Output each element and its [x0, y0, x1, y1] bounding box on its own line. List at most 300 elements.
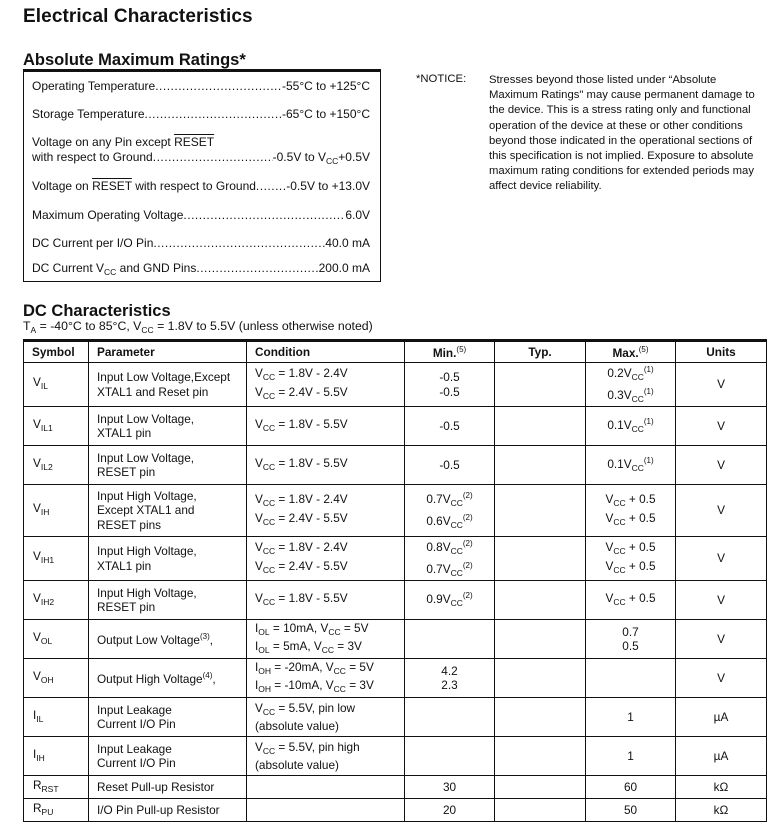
subscript: CC	[262, 390, 276, 401]
max-value: $V_{CC} + 0.5$	[605, 510, 656, 527]
amr-value: -0.5V to +13.0V	[286, 179, 370, 193]
note-ref: (1)	[643, 456, 654, 466]
max-value: 0.7	[622, 624, 639, 639]
parameter-line: Output High Voltage$^{(4)}$,	[97, 671, 216, 687]
symbol-text: $V_{IL1}$	[33, 416, 53, 433]
cell-max	[586, 446, 676, 485]
cell-condition	[247, 737, 405, 776]
cell-parameter	[89, 363, 247, 407]
dc-title: DC Characteristics	[23, 302, 171, 320]
cell-max	[586, 537, 676, 581]
condition-line: (absolute value)	[255, 719, 339, 733]
parameter-line: Input Low Voltage,	[97, 411, 195, 426]
max-value: 0.5	[622, 639, 639, 653]
subscript: OL	[40, 635, 53, 646]
parameter-line: XTAL1 pin	[97, 426, 152, 440]
subscript: CC	[631, 372, 644, 382]
cell-condition	[247, 363, 405, 407]
table-row	[24, 407, 767, 446]
condition-line: $V_{CC} = 1.8V - 5.5V$	[255, 590, 348, 607]
cell-min	[405, 407, 495, 446]
cell-max	[586, 776, 676, 799]
subscript: CC	[262, 745, 276, 756]
parameter-line: RESET pin	[97, 600, 156, 614]
condition-line: $I_{OL} = 5mA$, $V_{CC} = 3V$	[255, 639, 362, 655]
table-body	[24, 363, 767, 822]
condition-line: (absolute value)	[255, 758, 339, 772]
cell-typ	[495, 363, 586, 407]
cell-units	[676, 485, 767, 537]
cell-max	[586, 799, 676, 822]
cell-condition	[247, 407, 405, 446]
min-value: -0.5	[439, 384, 460, 399]
cell-parameter	[89, 799, 247, 822]
leader-dots	[155, 79, 282, 94]
cell-units	[676, 776, 767, 799]
min-value: 20	[442, 802, 457, 817]
cell-symbol	[24, 620, 89, 659]
symbol-text: $I_{IL}$	[33, 707, 44, 724]
condition-line: $V_{CC} = 1.8V - 2.4V$	[255, 540, 348, 556]
note-ref: (2)	[462, 491, 473, 500]
subscript: CC	[262, 706, 276, 717]
condition-line: $V_{CC} = 5.5V$, pin low	[255, 700, 356, 717]
subscript: CC	[333, 684, 346, 694]
leader-dots	[145, 107, 283, 122]
cell-max	[586, 659, 676, 698]
cell-symbol	[24, 799, 89, 822]
cell-parameter	[89, 698, 247, 737]
page-title: Electrical Characteristics	[23, 6, 253, 27]
cell-units	[676, 620, 767, 659]
cell-min	[405, 799, 495, 822]
cell-units	[676, 446, 767, 485]
max-value: $0.2V_{CC}^{(1)}$	[607, 365, 654, 382]
cell-max	[586, 485, 676, 537]
units-value: V	[717, 631, 725, 646]
amr-label	[32, 261, 196, 280]
amr-label: DC Current per I/O Pin	[32, 236, 154, 250]
subtitle-part: = -40°C to 85°C, V	[36, 319, 142, 333]
parameter-line: XTAL1 and Reset pin	[97, 384, 209, 399]
amr-value	[273, 150, 370, 169]
cell-condition	[247, 581, 405, 620]
cell-units	[676, 659, 767, 698]
units-value: µA	[713, 709, 729, 724]
table-row	[24, 776, 767, 799]
amr-label: Maximum Operating Voltage	[32, 208, 184, 222]
note-ref: (2)	[462, 539, 473, 548]
max-value: 1	[627, 709, 634, 724]
cell-condition	[247, 698, 405, 737]
amr-value: 6.0V	[345, 208, 370, 222]
amr-label-text: Voltage on	[32, 179, 89, 193]
cell-units	[676, 407, 767, 446]
min-value: $0.9V_{CC}^{(2)}$	[426, 591, 473, 609]
dc-subtitle	[23, 319, 373, 335]
symbol-text: $V_{IL2}$	[33, 455, 53, 472]
table-row	[24, 485, 767, 537]
cell-parameter	[89, 776, 247, 799]
cell-typ	[495, 659, 586, 698]
parameter-line: Current I/O Pin	[97, 717, 176, 731]
leader-dots	[196, 261, 318, 276]
subscript: CC	[262, 422, 276, 433]
symbol-text: $R_{PU}$	[33, 800, 54, 817]
header-min	[405, 341, 495, 363]
symbol-text: $V_{OL}$	[33, 629, 53, 646]
max-value: 1	[627, 748, 634, 763]
max-value: $0.3V_{CC}^{(1)}$	[607, 386, 654, 404]
note-ref: (1)	[643, 386, 654, 396]
cell-symbol	[24, 407, 89, 446]
notice-text: Stresses beyond those listed under “Absolute Maximum Ratings" may cause permanent damage to the device. This is a stress rating only and functional operation of the device at these or other conditions beyond those indicated in the operational sections of this specification is not implied. Exposure to absolute maximum rating conditions for extended periods may affect device reliability.	[489, 74, 755, 193]
subscript: CC	[613, 596, 626, 607]
reset-overline: RESET	[174, 135, 215, 149]
label-sub: CC	[104, 267, 117, 277]
cell-min	[405, 446, 495, 485]
subscript: RST	[41, 783, 59, 794]
cell-typ	[495, 620, 586, 659]
amr-label: Operating Temperature	[32, 79, 156, 93]
amr-label-text: and GND Pins	[116, 261, 197, 275]
leader-dots	[153, 236, 325, 251]
table-row	[24, 446, 767, 485]
note-ref: (4)	[202, 671, 213, 681]
units-value: V	[717, 670, 725, 685]
min-value: 2.3	[441, 678, 458, 692]
cell-condition	[247, 537, 405, 581]
cell-symbol	[24, 698, 89, 737]
cell-parameter	[89, 620, 247, 659]
symbol-text: $R_{RST}$	[33, 777, 59, 794]
min-value: $0.7V_{CC}^{(2)}$	[426, 560, 473, 578]
min-value: $0.6V_{CC}^{(2)}$	[426, 512, 473, 530]
absolute-max-box	[23, 69, 381, 282]
subscript: CC	[631, 463, 644, 474]
absolute-max-title: Absolute Maximum Ratings*	[23, 51, 246, 69]
amr-label-text: with respect to Ground	[131, 179, 256, 193]
cell-parameter	[89, 737, 247, 776]
subscript: OH	[258, 665, 272, 676]
units-value: µA	[713, 748, 729, 763]
symbol-text: $V_{IL}$	[33, 375, 48, 392]
leader-dots	[256, 179, 286, 194]
amr-label	[32, 179, 256, 194]
table-row	[24, 698, 767, 737]
parameter-line: Input High Voltage,	[97, 585, 197, 600]
condition-line: $V_{CC} = 2.4V - 5.5V$	[255, 510, 348, 527]
cell-max	[586, 698, 676, 737]
parameter-line: Output Low Voltage$^{(3)}$,	[97, 632, 214, 648]
max-value: $V_{CC} + 0.5$	[605, 590, 656, 607]
cell-parameter	[89, 407, 247, 446]
table-row	[24, 737, 767, 776]
amr-row-storage-temp	[32, 107, 370, 122]
cell-condition	[247, 446, 405, 485]
header-typ: Typ.	[495, 341, 586, 363]
amr-row-pin-voltage-line1	[32, 135, 370, 150]
cell-typ	[495, 698, 586, 737]
subscript: OL	[258, 645, 270, 655]
cell-parameter	[89, 581, 247, 620]
subscript: IH	[36, 752, 45, 763]
cell-units	[676, 537, 767, 581]
subscript: CC	[333, 665, 346, 676]
cell-max	[586, 581, 676, 620]
subscript: CC	[262, 546, 276, 556]
cell-typ	[495, 485, 586, 537]
units-value: V	[717, 418, 725, 433]
cell-max	[586, 407, 676, 446]
header-max-note: (5)	[638, 345, 649, 355]
min-value: $0.8V_{CC}^{(2)}$	[426, 539, 473, 556]
leader-dots	[183, 208, 345, 223]
cell-symbol	[24, 363, 89, 407]
condition-line: $V_{CC} = 2.4V - 5.5V$	[255, 558, 348, 575]
cell-typ	[495, 581, 586, 620]
cell-parameter	[89, 659, 247, 698]
condition-line: $V_{CC} = 5.5V$, pin high	[255, 739, 360, 756]
header-max-label: Max.	[612, 346, 639, 361]
amr-value: 40.0 mA	[325, 236, 370, 250]
subscript: IL	[36, 713, 44, 724]
cell-min	[405, 698, 495, 737]
note-ref: (3)	[199, 632, 210, 642]
subscript: CC	[321, 645, 335, 655]
header-units: Units	[676, 341, 767, 363]
symbol-text: $V_{IH}$	[33, 501, 50, 518]
units-value: kΩ	[713, 802, 729, 817]
amr-row-max-voltage	[32, 208, 370, 223]
notice-label: *NOTICE:	[416, 73, 467, 85]
amr-value: 200.0 mA	[318, 261, 370, 275]
subscript: IL	[40, 381, 48, 392]
parameter-line: Input Low Voltage,	[97, 450, 195, 465]
max-value: $V_{CC} + 0.5$	[605, 492, 656, 508]
subscript: PU	[41, 806, 54, 817]
amr-label: with respect to Ground	[32, 150, 153, 164]
cell-min	[405, 737, 495, 776]
cell-condition	[247, 620, 405, 659]
max-value: $V_{CC} + 0.5$	[605, 558, 656, 575]
table-row	[24, 659, 767, 698]
header-min-note: (5)	[456, 345, 467, 355]
value-part: +0.5V	[338, 150, 370, 164]
header-condition: Condition	[247, 341, 405, 363]
subscript: IL2	[40, 461, 53, 472]
reset-overline: RESET	[92, 179, 132, 193]
subscript: CC	[450, 546, 463, 556]
min-value: 30	[442, 779, 457, 794]
table-row	[24, 537, 767, 581]
condition-line: $I_{OH} = -10mA$, $V_{CC} = 3V$	[255, 678, 374, 694]
amr-row-pin-voltage	[32, 150, 370, 169]
units-value: V	[717, 377, 725, 392]
units-value: V	[717, 503, 725, 518]
subscript: IH1	[40, 555, 55, 566]
subscript: IH2	[40, 596, 55, 607]
min-value: -0.5	[439, 370, 460, 384]
cell-symbol	[24, 537, 89, 581]
condition-line: $V_{CC} = 2.4V - 5.5V$	[255, 384, 348, 401]
units-value: kΩ	[713, 779, 729, 794]
parameter-line: Current I/O Pin	[97, 756, 176, 770]
cell-parameter	[89, 446, 247, 485]
amr-row-io-current	[32, 236, 370, 251]
cell-min	[405, 537, 495, 581]
parameter-line: RESET pin	[97, 465, 156, 479]
condition-line: $V_{CC} = 1.8V - 2.4V$	[255, 492, 348, 508]
subscript: CC	[262, 498, 276, 508]
cell-typ	[495, 537, 586, 581]
cell-units	[676, 698, 767, 737]
cell-condition	[247, 659, 405, 698]
min-value: -0.5	[439, 418, 460, 433]
cell-max	[586, 620, 676, 659]
dc-characteristics-table	[23, 339, 767, 822]
cell-condition	[247, 485, 405, 537]
cell-min	[405, 620, 495, 659]
subscript: OL	[258, 626, 270, 637]
cell-min	[405, 363, 495, 407]
note-ref: (1)	[643, 365, 654, 374]
parameter-line: Except XTAL1 and	[97, 503, 195, 518]
table-row	[24, 799, 767, 822]
subscript: CC	[613, 498, 626, 508]
parameter-line: Input Leakage	[97, 741, 172, 756]
amr-label	[32, 135, 214, 150]
header-symbol: Symbol	[24, 341, 89, 363]
subtitle-sub: A	[30, 325, 37, 335]
leader-dots	[153, 150, 273, 165]
units-value: V	[717, 551, 725, 566]
cell-units	[676, 737, 767, 776]
cell-condition	[247, 799, 405, 822]
subtitle-part: T	[23, 319, 31, 333]
note-ref: (2)	[462, 512, 473, 522]
note-ref: (2)	[462, 591, 473, 601]
subscript: CC	[450, 519, 463, 530]
value-part: -0.5V to V	[272, 150, 327, 164]
cell-min	[405, 776, 495, 799]
condition-line: $V_{CC} = 1.8V - 5.5V$	[255, 416, 348, 433]
min-value: -0.5	[439, 457, 460, 472]
table-header-row	[24, 341, 767, 363]
table-row	[24, 620, 767, 659]
header-max	[586, 341, 676, 363]
subscript: CC	[262, 461, 276, 472]
amr-row-vcc-gnd-current	[32, 261, 370, 280]
condition-line: $V_{CC} = 1.8V - 5.5V$	[255, 455, 348, 472]
units-value: V	[717, 457, 725, 472]
subscript: CC	[631, 393, 644, 404]
amr-row-operating-temp	[32, 79, 370, 94]
subtitle-part: = 1.8V to 5.5V (unless otherwise noted)	[153, 319, 373, 333]
subscript: CC	[328, 626, 341, 637]
subscript: CC	[262, 596, 276, 607]
amr-value: -55°C to +125°C	[282, 79, 370, 93]
condition-line: $V_{CC} = 1.8V - 2.4V$	[255, 366, 348, 382]
cell-typ	[495, 799, 586, 822]
subscript: IH	[40, 507, 50, 518]
subscript: CC	[450, 498, 463, 508]
cell-typ	[495, 407, 586, 446]
cell-units	[676, 799, 767, 822]
subscript: CC	[631, 424, 644, 435]
parameter-line: I/O Pin Pull-up Resistor	[97, 802, 220, 817]
table-row	[24, 581, 767, 620]
subscript: OH	[258, 684, 272, 694]
cell-max	[586, 363, 676, 407]
parameter-line: XTAL1 pin	[97, 558, 152, 573]
max-value: $0.1V_{CC}^{(1)}$	[607, 417, 654, 435]
subscript: CC	[262, 372, 276, 382]
cell-symbol	[24, 776, 89, 799]
symbol-text: $V_{OH}$	[33, 668, 54, 685]
header-parameter: Parameter	[89, 341, 247, 363]
symbol-text: $I_{IH}$	[33, 746, 45, 763]
subscript: CC	[262, 564, 276, 575]
min-value: $0.7V_{CC}^{(2)}$	[426, 491, 473, 508]
amr-label-text: DC Current V	[32, 261, 105, 275]
parameter-line: Input High Voltage,	[97, 488, 197, 503]
cell-units	[676, 581, 767, 620]
units-value: V	[717, 592, 725, 607]
cell-typ	[495, 737, 586, 776]
subscript: CC	[450, 567, 463, 578]
parameter-line: Input High Voltage,	[97, 544, 197, 558]
value-sub: CC	[326, 156, 339, 166]
condition-line: $I_{OL} = 10mA$, $V_{CC} = 5V$	[255, 620, 369, 637]
subscript: CC	[450, 598, 463, 609]
subscript: IL1	[40, 422, 53, 433]
max-value: 60	[623, 779, 638, 794]
cell-parameter	[89, 485, 247, 537]
amr-label: Storage Temperature	[32, 107, 145, 121]
cell-symbol	[24, 446, 89, 485]
cell-symbol	[24, 737, 89, 776]
cell-symbol	[24, 659, 89, 698]
subscript: OH	[40, 674, 54, 685]
cell-units	[676, 363, 767, 407]
cell-parameter	[89, 537, 247, 581]
symbol-text: $V_{IH2}$	[33, 590, 55, 607]
amr-row-reset-voltage	[32, 179, 370, 194]
condition-line: $I_{OH} = -20mA$, $V_{CC} = 5V$	[255, 659, 374, 676]
parameter-line: Input Low Voltage,Except	[97, 370, 231, 384]
subscript: CC	[262, 516, 276, 527]
cell-min	[405, 581, 495, 620]
cell-typ	[495, 776, 586, 799]
table-row	[24, 363, 767, 407]
note-ref: (1)	[643, 417, 654, 427]
parameter-line: Input Leakage	[97, 702, 172, 717]
subscript: CC	[613, 564, 626, 575]
subtitle-sub: CC	[141, 325, 154, 335]
subscript: CC	[613, 516, 626, 527]
cell-condition	[247, 776, 405, 799]
max-value: $V_{CC} + 0.5$	[605, 540, 656, 556]
min-value: 4.2	[441, 663, 458, 678]
max-value: $0.1V_{CC}^{(1)}$	[607, 456, 654, 474]
amr-label-text: Voltage on any Pin except	[32, 135, 171, 149]
cell-symbol	[24, 485, 89, 537]
subscript: CC	[613, 546, 626, 556]
cell-min	[405, 485, 495, 537]
amr-value: -65°C to +150°C	[282, 107, 370, 121]
symbol-text: $V_{IH1}$	[33, 549, 55, 566]
